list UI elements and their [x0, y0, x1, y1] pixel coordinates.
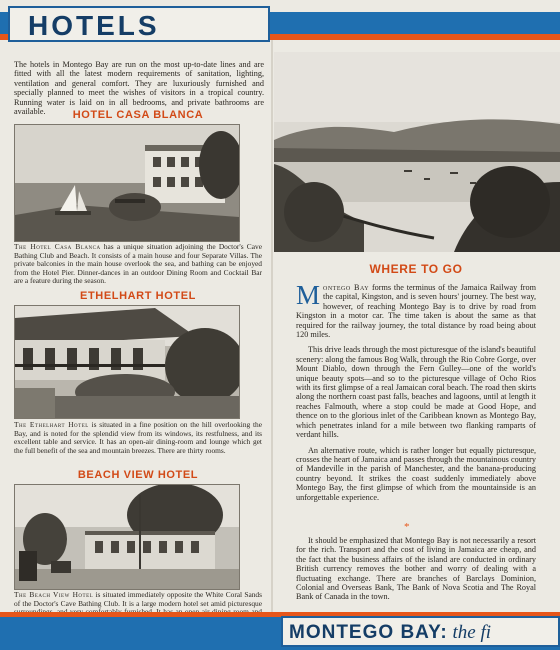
footer-title-box	[281, 616, 560, 647]
footer-script-text: the fi	[447, 622, 492, 643]
page-title: HOTELS	[28, 10, 160, 41]
footer-colon: :	[440, 622, 448, 643]
where-to-go-paragraph-1	[296, 280, 536, 340]
where-to-go-text-2	[296, 536, 536, 602]
where-to-go-paragraph-3: An alternative route, which is rather longer but equally picturesque, crosses the heart of Jamaica and passes through the mountainous country of Mandeville in the parish of Manchester, and the banana-producing country beyond. It strikes the coast suddenly immediately above Montego Bay, the first glimpse of which from the mountainside is an unforgettable experience.	[296, 445, 536, 502]
beach-view-photo	[14, 484, 240, 590]
beach-view-hotel-title: BEACH VIEW HOTEL	[77, 469, 199, 481]
casa-blanca-photo	[14, 124, 240, 242]
footer-title	[289, 622, 491, 644]
ethelhart-caption	[14, 421, 262, 455]
where-to-go-paragraph-2: This drive leads through the most picturesque of the island's beautiful scenery: along the famous Bog Walk, through the Rio Cobre Gorge, over Mount Diablo, down through the Fern Gulley—one of the world's unique beauty spots—and so to the picturesque village of Ocho Rios with its first glimpse of a real Jamaican coral beach. The road then skirts along the northern coast past falls, beaches and lagoons, until at length it reaches Falmouth, where a stop could be made at Good Hope, and thence on to the glorious inlet of the Caribbean known as Montego Bay, which penetrates inland for a mile between two flanking ramparts of verdant hills.	[296, 345, 536, 440]
ethelhart-caption-lead: The Ethelhart Hotel	[14, 420, 89, 429]
footer-title-text: MONTEGO BAY	[289, 622, 441, 643]
star-ornament: *	[404, 521, 410, 533]
drop-cap: M	[296, 280, 321, 310]
paragraph-1-smallcaps: ontego Bay	[323, 283, 370, 292]
ethelhart-caption-text: is situated in a fine position on the hill overlooking the Bay, and is noted for the splendid view from its windows, its restfulness, and its excellent table and service. It has an open-air dining-room and lounge which get the full benefit of the sea and mountain breezes. There are thirty rooms.	[14, 420, 262, 455]
casa-blanca-caption	[14, 243, 262, 286]
paragraph-1-text: forms the terminus of the Jamaica Railway from the capital, Kingston, and is seven hours' journey. The best way, however, of reaching Montego Bay is to drive by road from Kingston in a motor car. The time taken is about the same as that required for the railway journey, the total distance by road being about 120 miles.	[296, 283, 536, 340]
where-to-go-title: WHERE TO GO	[369, 262, 463, 276]
casa-blanca-caption-text: has a unique situation adjoining the Doctor's Cave Bathing Club and Beach. It consists of a main house and four Separate Villas. The private balconies in the main house overlook the sea, and bathing can be enjoyed from the Hotel Pier. Dinner-dances in an outdoor Dining Room and Cocktail Bar are a feature during the season.	[14, 242, 262, 286]
ethelhart-photo	[14, 305, 240, 419]
casa-blanca-caption-lead: The Hotel Casa Blanca	[14, 242, 101, 251]
where-to-go-text	[296, 280, 536, 502]
page-fold	[271, 40, 273, 640]
where-to-go-paragraph-4: It should be emphasized that Montego Bay is not necessarily a resort for the rich. Transport and the cost of living in Jamaica are cheap, and the fact that the business affairs of the island are conducted in ordinary British currency removes the bother and worry of dealing with a fluctuating exchange. There are branches of Barclays Dominion, Colonial and Overseas Bank, The Bank of Nova Scotia and The Royal Bank of Canada in the town.	[296, 536, 536, 602]
hotel-casa-blanca-title: HOTEL CASA BLANCA	[72, 109, 204, 121]
ethelhart-hotel-title: ETHELHART HOTEL	[80, 290, 196, 302]
beach-view-caption-lead: The Beach View Hotel	[14, 590, 94, 599]
beach-view-caption-text: is situated immediately opposite the White Coral Sands of the Doctor's Cave Bathing Club. It is a large modern hotel set amid picturesque	[14, 590, 263, 608]
intro-paragraph: The hotels in Montego Bay are run on the most up-to-date lines and are fitted with all the latest modern requirements of sanitation, lighting, ventilation and general comfort. They are luxuriously furnished and specially planned to meet the wishes of visitors in a tropical country. Running water is laid on in all bedrooms, and private bathrooms are available.	[14, 60, 264, 117]
montego-bay-photo	[274, 52, 560, 252]
